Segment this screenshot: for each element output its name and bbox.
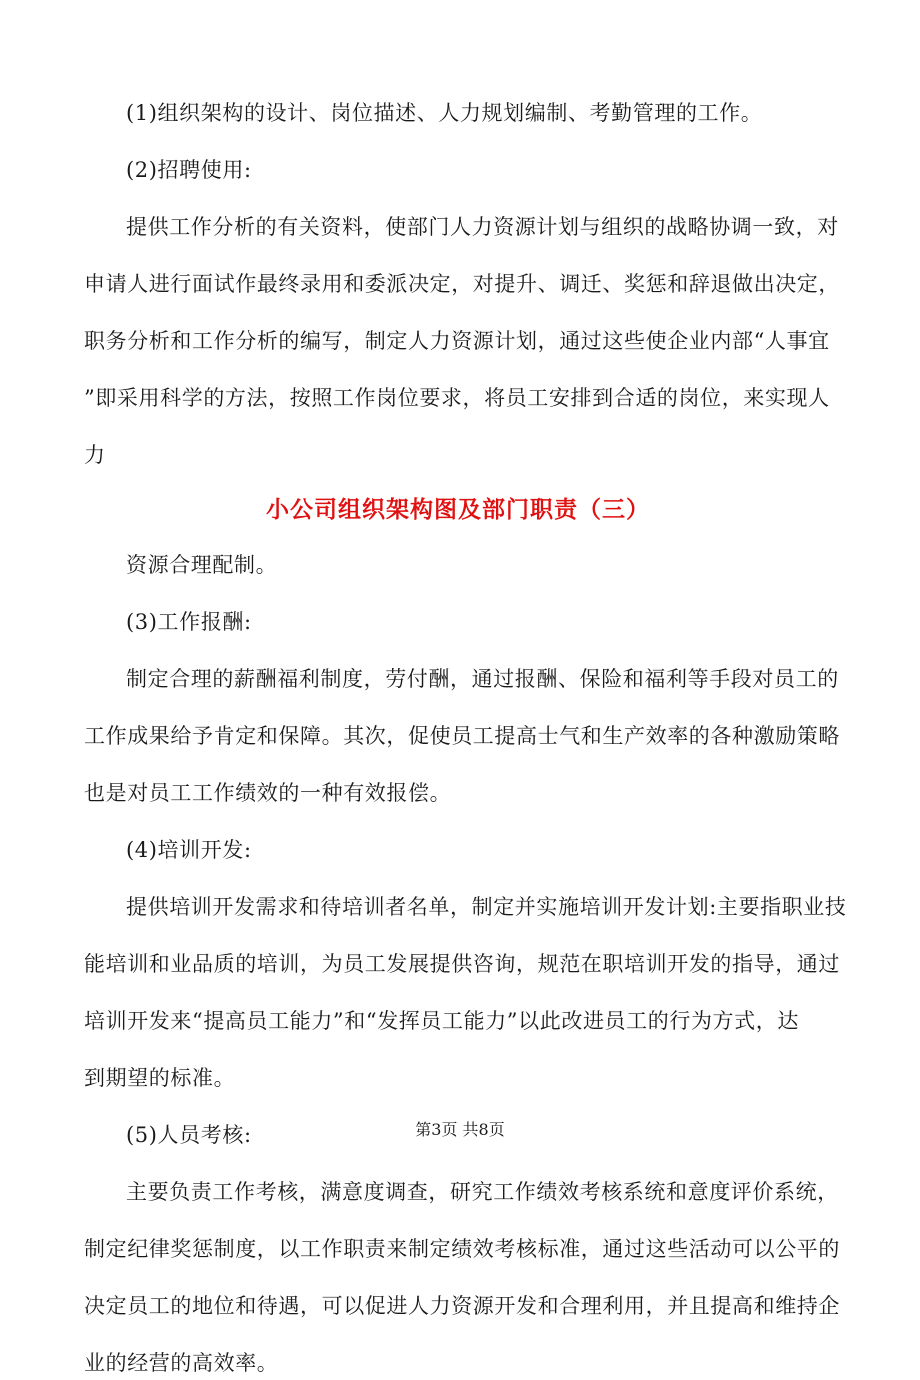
item2-body-line: 力 — [84, 443, 106, 467]
item5-body-line: 制定纪律奖惩制度，以工作职责来制定绩效考核标准，通过这些活动可以公平的 — [84, 1237, 840, 1261]
item4-body-line: 到期望的标准。 — [84, 1066, 236, 1090]
section-title: 小公司组织架构图及部门职责（三） — [266, 496, 650, 523]
item4-heading: (4)培训开发: — [126, 838, 252, 862]
item5-body-line: 业的经营的高效率。 — [84, 1351, 279, 1375]
page-number-footer: 第3页 共8页 — [415, 1120, 505, 1139]
item4-body-line: 能培训和业品质的培训，为员工发展提供咨询，规范在职培训开发的指导，通过 — [84, 952, 840, 976]
item2-body-line: 申请人进行面试作最终录用和委派决定，对提升、调迁、奖惩和辞退做出决定， — [84, 272, 840, 296]
item1-text: (1)组织架构的设计、岗位描述、人力规划编制、考勤管理的工作。 — [126, 101, 763, 125]
item5-heading: (5)人员考核: — [126, 1123, 252, 1147]
item2-continuation: 资源合理配制。 — [126, 553, 278, 577]
item2-heading: (2)招聘使用: — [126, 158, 252, 182]
item4-body-line: 提供培训开发需求和待培训者名单，制定并实施培训开发计划:主要指职业技 — [126, 895, 847, 919]
item4-body-line: 培训开发来“提高员工能力”和“发挥员工能力”以此改进员工的行为方式，达 — [84, 1009, 799, 1033]
item2-body-line: ”即采用科学的方法，按照工作岗位要求，将员工安排到合适的岗位，来实现人 — [84, 386, 830, 410]
item2-body-line: 职务分析和工作分析的编写，制定人力资源计划，通过这些使企业内部“人事宜 — [84, 329, 830, 353]
item3-heading: (3)工作报酬: — [126, 610, 252, 634]
item3-body-line: 制定合理的薪酬福利制度，劳付酬，通过报酬、保险和福利等手段对员工的 — [126, 667, 839, 691]
item3-body-line: 也是对员工工作绩效的一种有效报偿。 — [84, 781, 452, 805]
item5-body-line: 主要负责工作考核，满意度调查，研究工作绩效考核系统和意度评价系统， — [126, 1180, 839, 1204]
item3-body-line: 工作成果给予肯定和保障。其次，促使员工提高士气和生产效率的各种激励策略 — [84, 724, 840, 748]
item2-body-line: 提供工作分析的有关资料，使部门人力资源计划与组织的战略协调一致，对 — [126, 215, 839, 239]
document-page — [84, 96, 847, 1380]
item5-body-line: 决定员工的地位和待遇，可以促进人力资源开发和合理利用，并且提高和维持企 — [84, 1294, 840, 1318]
